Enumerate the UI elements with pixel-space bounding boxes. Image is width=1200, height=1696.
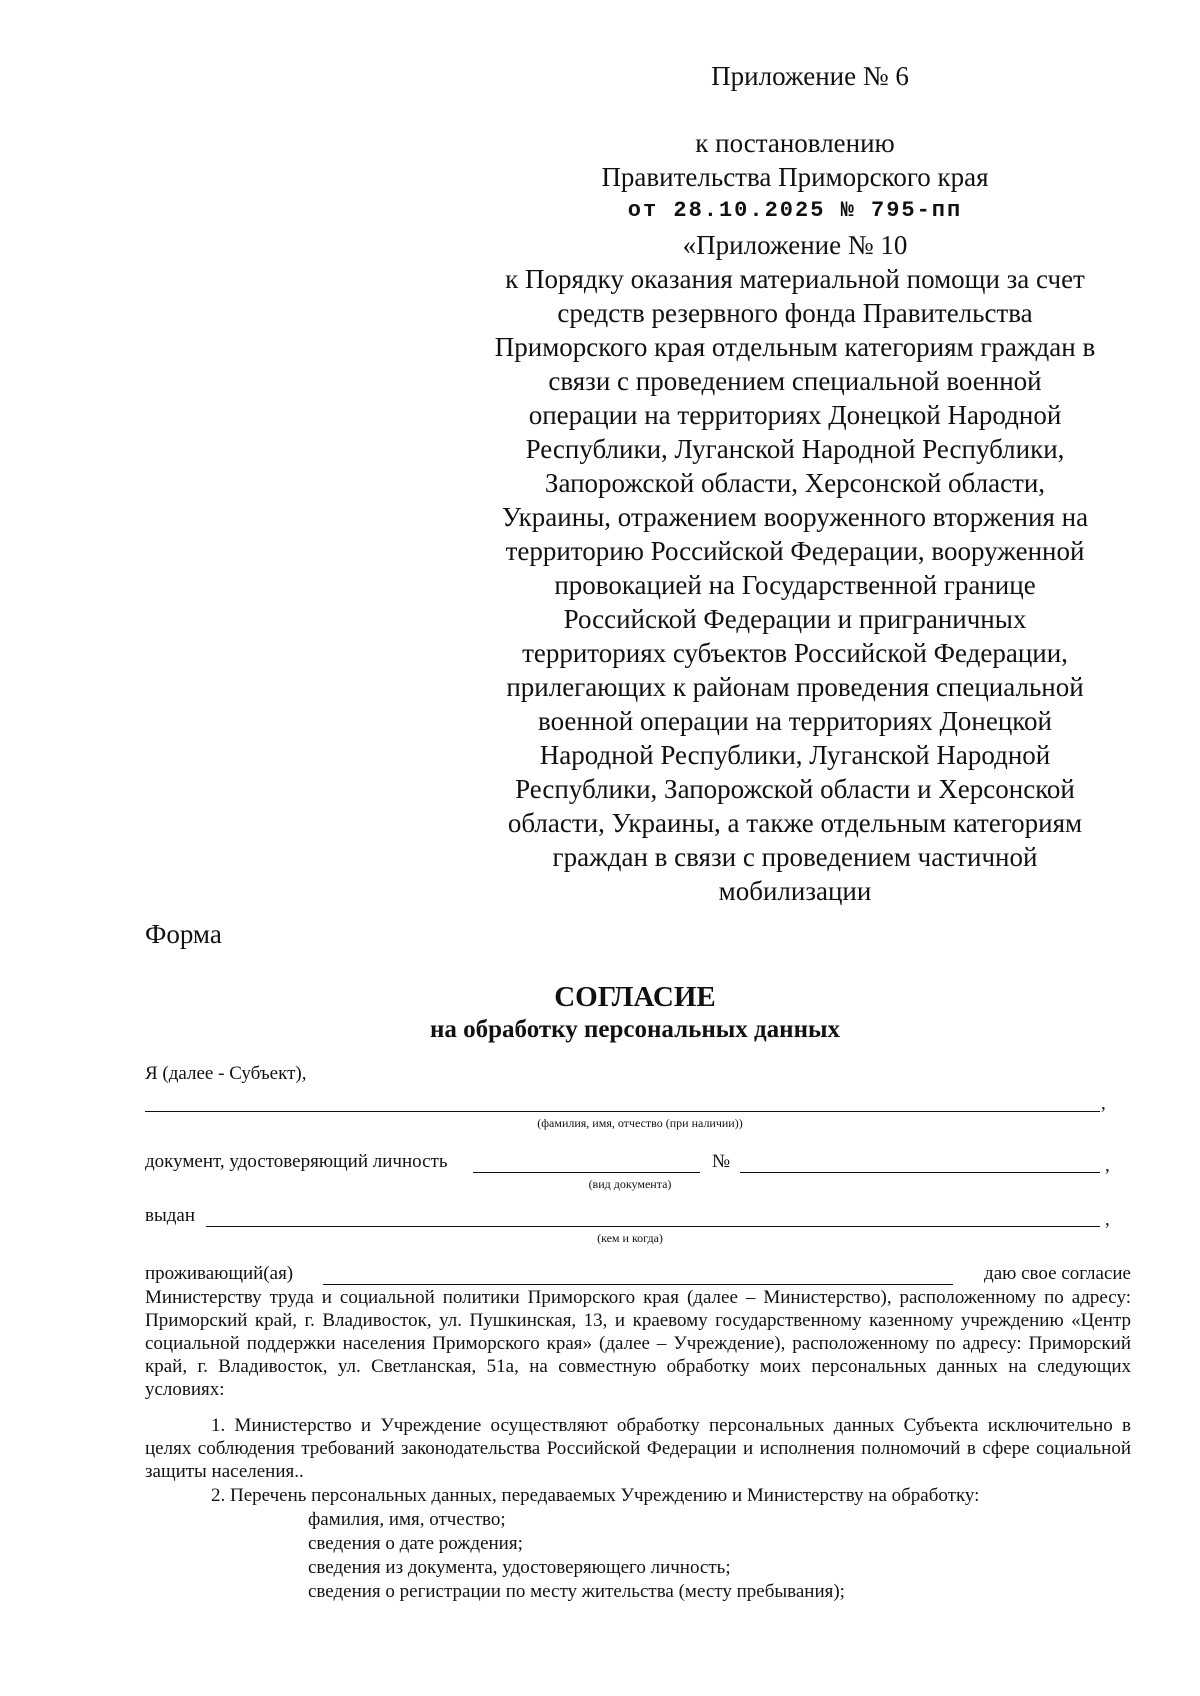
document-subtitle: на обработку персональных данных <box>430 1016 840 1043</box>
annex-ref-line: Запорожской области, Херсонской области, <box>544 468 1046 498</box>
annex-ref-line: мобилизации <box>718 876 872 906</box>
annex-ref-line: Российской Федерации и приграничных <box>563 604 1027 634</box>
annex-ref-line: прилегающих к районам проведения специальной <box>506 672 1084 702</box>
paragraph-2: 2. Перечень персональных данных, передаваемых Учреждению и Министерству на обработку: <box>211 1485 980 1506</box>
annex-ref-line: Народной Республики, Луганской Народной <box>539 740 1051 770</box>
comma: , <box>1101 1093 1106 1114</box>
annex-ref-line: военной операции на территориях Донецкой <box>538 706 1052 736</box>
personal-data-list <box>308 1508 1128 1604</box>
annex-ref-line: связи с проведением специальной военной <box>548 366 1042 396</box>
consent-intro: Министерству труда и социальной политики Приморского края (далее – Министерство), расположенному по адресу: Приморский край, г. Владивосток, ул. Пушкинская, 13, и краевому государственному казенному учреждению «Центр социальной поддержки населения Приморского края» (далее – Учреждение), расположенному по адресу: Приморский край, г. Владивосток, ул. Светланская, 51а, на совместную обработку моих персональных данных на следующих условиях: <box>145 1287 1131 1400</box>
doc-label: документ, удостоверяющий личность <box>145 1151 448 1172</box>
annex-ref-line: Украины, отражением вооруженного вторжения на <box>501 502 1089 532</box>
annex-ref-line: Республики, Луганской Народной Республики, <box>525 434 1065 464</box>
comma: , <box>1105 1155 1110 1176</box>
decree-date: от 28.10.2025 № 795-пп <box>627 198 963 223</box>
annex-ref-line: провокацией на Государственной границе <box>554 570 1036 600</box>
document-title: СОГЛАСИЕ <box>554 981 716 1013</box>
doc-type-caption: (вид документа) <box>588 1177 672 1191</box>
annex-ref-line: граждан в связи с проведением частичной <box>552 842 1038 872</box>
list-item: сведения о дате рождения; <box>308 1533 523 1554</box>
list-item: сведения о регистрации по месту жительства (месту пребывания); <box>308 1581 845 1602</box>
list-item: фамилия, имя, отчество; <box>308 1509 506 1530</box>
annex-ref-line: операции на территориях Донецкой Народной <box>528 400 1062 430</box>
list-item: сведения из документа, удостоверяющего личность; <box>308 1557 731 1578</box>
annex-number: Приложение № 6 <box>711 61 909 91</box>
header-block <box>470 126 1120 908</box>
annex-ref-line: «Приложение № 10 <box>682 230 908 260</box>
annex-ref-line: средств резервного фонда Правительства <box>557 298 1033 328</box>
annex-ref-line: Республики, Запорожской области и Херсонской <box>515 774 1075 804</box>
issued-caption: (кем и когда) <box>597 1231 663 1245</box>
residing-field[interactable] <box>323 1284 953 1285</box>
number-label: № <box>712 1151 731 1172</box>
annex-ref-line: Приморского края отдельным категориям граждан в <box>494 332 1096 362</box>
annex-ref-line: территориях субъектов Российской Федерации, <box>522 638 1068 668</box>
subject-label: Я (далее - Субъект), <box>145 1063 307 1084</box>
residing-label: проживающий(ая) <box>145 1263 294 1284</box>
issued-field[interactable] <box>206 1226 1100 1227</box>
consent-tail: даю свое согласие <box>984 1263 1131 1284</box>
fio-caption: (фамилия, имя, отчество (при наличии)) <box>537 1116 743 1130</box>
annex-ref-line: к Порядку оказания материальной помощи за счет <box>505 264 1085 294</box>
annex-ref-line: территорию Российской Федерации, вооруженной <box>505 536 1085 566</box>
fio-field[interactable] <box>145 1111 1100 1112</box>
form-label: Форма <box>145 919 222 949</box>
comma: , <box>1105 1209 1110 1230</box>
issued-label: выдан <box>145 1205 196 1226</box>
paragraph-1: 1. Министерство и Учреждение осуществляют обработку персональных данных Субъекта исключительно в целях соблюдения требований законодательства Российской Федерации и исполнения полномочий в сфере социальной защиты населения.. <box>145 1415 1131 1482</box>
doc-type-field[interactable] <box>473 1172 700 1173</box>
annex-ref-line: области, Украины, а также отдельным категориям <box>507 808 1083 838</box>
header-line: к постановлению <box>695 128 895 158</box>
doc-number-field[interactable] <box>740 1172 1100 1173</box>
header-line: Правительства Приморского края <box>601 162 989 192</box>
